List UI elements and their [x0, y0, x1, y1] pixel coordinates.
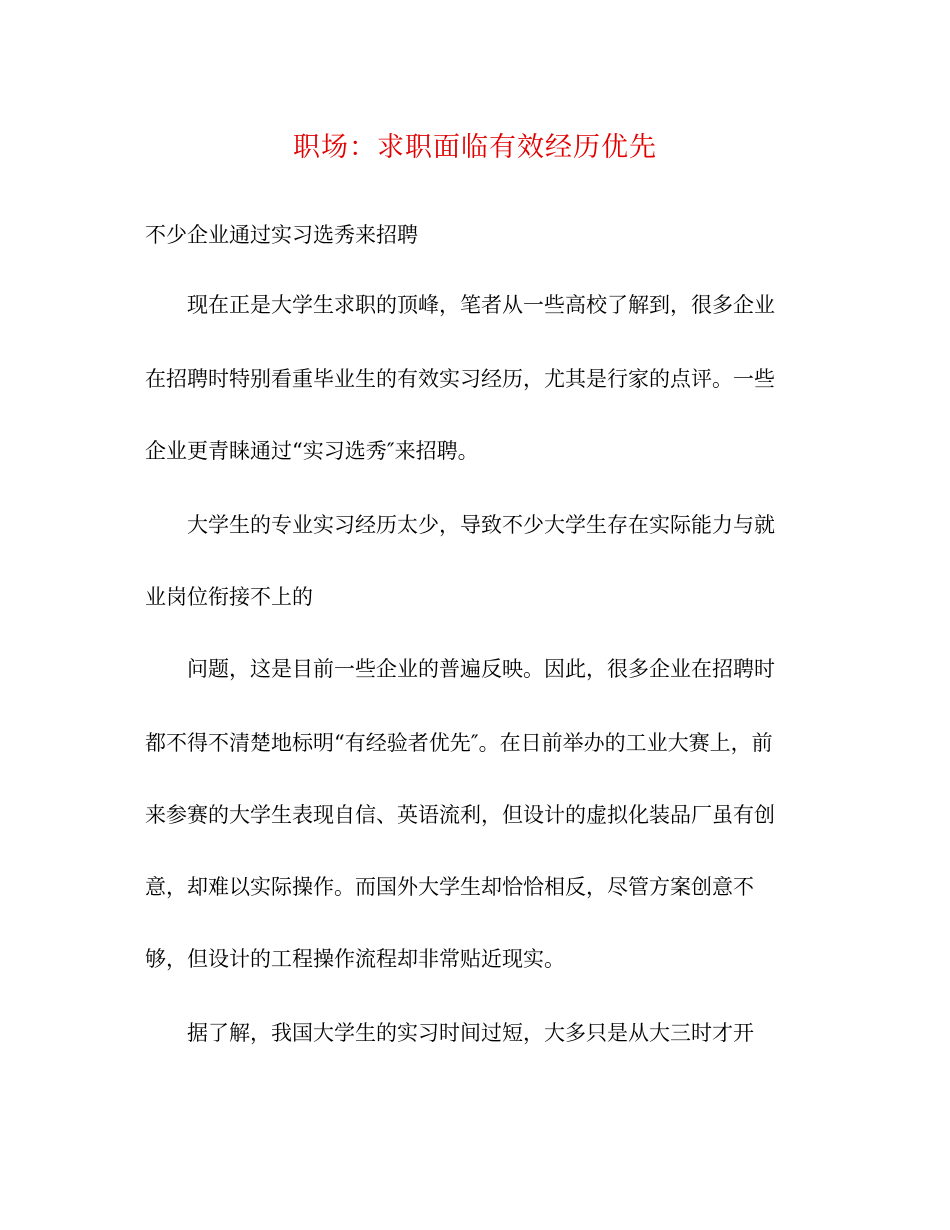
- paragraph-line: 现在正是大学生求职的顶峰，笔者从一些高校了解到，很多企业: [187, 293, 775, 317]
- paragraph-line: 大学生的专业实习经历太少，导致不少大学生存在实际能力与就: [187, 513, 775, 537]
- paragraph-line: 来参赛的大学生表现自信、英语流利，但设计的虚拟化装品厂虽有创: [145, 803, 775, 827]
- paragraph-line: 业岗位衔接不上的: [145, 585, 313, 609]
- subheading: 不少企业通过实习选秀来招聘: [145, 223, 418, 247]
- paragraph-line: 在招聘时特别看重毕业生的有效实习经历，尤其是行家的点评。一些: [145, 367, 775, 391]
- paragraph-line: 都不得不清楚地标明“有经验者优先″。在日前举办的工业大赛上，前: [145, 731, 773, 755]
- paragraph-line: 据了解，我国大学生的实习时间过短，大多只是从大三时才开: [187, 1021, 754, 1045]
- paragraph-line: 问题，这是目前一些企业的普遍反映。因此，很多企业在招聘时: [187, 657, 775, 681]
- paragraph-line: 企业更青睐通过“实习选秀″来招聘。: [145, 439, 479, 463]
- document-title: 职场：求职面临有效经历优先: [293, 132, 657, 163]
- paragraph-line: 意，却难以实际操作。而国外大学生却恰恰相反，尽管方案创意不: [145, 875, 754, 899]
- paragraph-line: 够，但设计的工程操作流程却非常贴近现实。: [145, 947, 565, 971]
